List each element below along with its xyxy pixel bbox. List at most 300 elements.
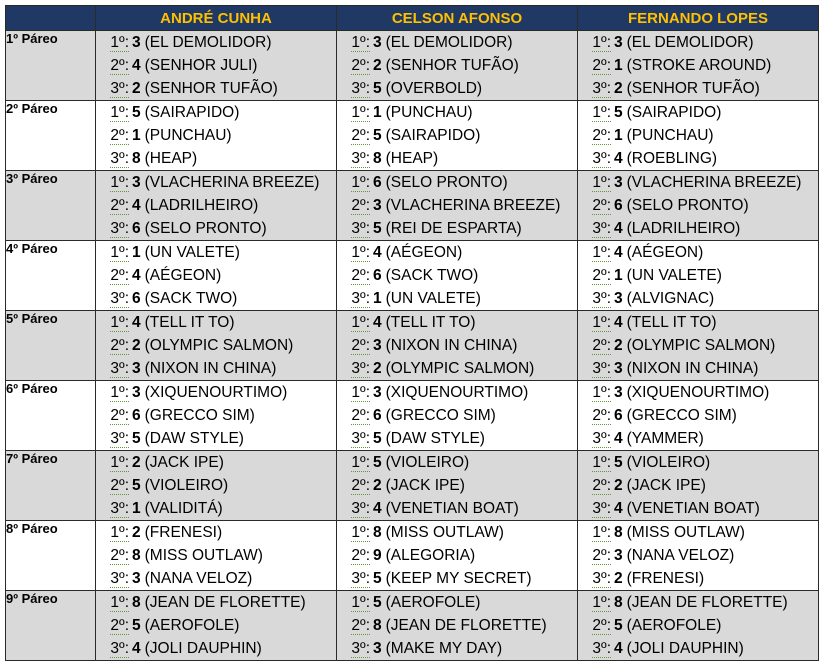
finish-position [96, 614, 129, 637]
position-ordinal: 2º: [110, 617, 129, 634]
horse-name: (ALVIGNAC) [626, 290, 715, 307]
pick-line [337, 521, 577, 544]
horse-number: 5 [373, 80, 382, 97]
position-ordinal: 3º: [351, 220, 370, 237]
pick-line [96, 544, 336, 567]
finish-position [337, 241, 370, 264]
position-ordinal: 1º: [592, 34, 611, 51]
pick-line [337, 614, 577, 637]
position-ordinal: 3º: [351, 570, 370, 587]
position-ordinal: 2º: [351, 267, 370, 284]
race-row [6, 311, 819, 381]
horse-number: 6 [614, 407, 623, 424]
position-ordinal: 1º: [351, 454, 370, 471]
position-ordinal: 3º: [592, 220, 611, 237]
horse-number: 6 [132, 290, 141, 307]
pick-line [96, 637, 336, 660]
finish-position [96, 264, 129, 287]
tipster-picks-cell [578, 31, 819, 101]
finish-position [96, 54, 129, 77]
pick-line [96, 101, 336, 124]
finish-position [337, 451, 370, 474]
pick-line [578, 381, 818, 404]
finish-position [337, 544, 370, 567]
finish-position [337, 497, 370, 520]
pick-line [337, 497, 577, 520]
finish-position [337, 614, 370, 637]
pick-line [578, 194, 818, 217]
position-ordinal: 2º: [592, 197, 611, 214]
horse-number: 3 [373, 337, 382, 354]
header-corner-cell [6, 6, 96, 31]
pick-line [578, 404, 818, 427]
finish-position [96, 357, 129, 380]
tipster-picks-cell [96, 521, 337, 591]
tipster-picks-cell [96, 311, 337, 381]
horse-name: (SENHOR JULI) [144, 57, 258, 74]
finish-position [96, 124, 129, 147]
pick-line [96, 217, 336, 240]
finish-position [578, 357, 611, 380]
pick-line [96, 591, 336, 614]
pick-line [96, 54, 336, 77]
horse-number: 3 [373, 34, 382, 51]
horse-name: (SELO PRONTO) [626, 197, 749, 214]
horse-name: (AEROFOLE) [144, 617, 240, 634]
pick-line [337, 357, 577, 380]
position-ordinal: 1º: [351, 384, 370, 401]
race-label: 9º Páreo [6, 591, 96, 661]
horse-number: 3 [614, 34, 623, 51]
horse-number: 2 [132, 337, 141, 354]
pick-line [578, 451, 818, 474]
pick-line [337, 591, 577, 614]
position-ordinal: 3º: [351, 430, 370, 447]
horse-name: (TELL IT TO) [385, 314, 476, 331]
race-label: 7º Páreo [6, 451, 96, 521]
horse-name: (MISS OUTLAW) [626, 524, 745, 541]
horse-number: 6 [614, 197, 623, 214]
pick-line [578, 124, 818, 147]
pick-line [96, 497, 336, 520]
horse-name: (HEAP) [144, 150, 198, 167]
position-ordinal: 1º: [592, 384, 611, 401]
finish-position [578, 241, 611, 264]
position-ordinal: 3º: [592, 80, 611, 97]
position-ordinal: 3º: [110, 570, 129, 587]
horse-name: (UN VALETE) [385, 290, 481, 307]
pick-line [578, 427, 818, 450]
position-ordinal: 1º: [351, 314, 370, 331]
horse-name: (XIQUENOURTIMO) [385, 384, 529, 401]
horse-number: 4 [132, 640, 141, 657]
pick-line [337, 381, 577, 404]
pick-line [337, 264, 577, 287]
pick-line [96, 194, 336, 217]
horse-number: 4 [614, 640, 623, 657]
tipster-picks-cell [337, 521, 578, 591]
pick-line [578, 77, 818, 100]
finish-position [578, 171, 611, 194]
position-ordinal: 1º: [592, 244, 611, 261]
pick-line [578, 357, 818, 380]
race-row [6, 101, 819, 171]
finish-position [96, 544, 129, 567]
pick-line [96, 287, 336, 310]
position-ordinal: 1º: [110, 244, 129, 261]
horse-name: (NIXON IN CHINA) [144, 360, 277, 377]
position-ordinal: 2º: [592, 267, 611, 284]
horse-number: 3 [132, 360, 141, 377]
finish-position [96, 474, 129, 497]
position-ordinal: 2º: [592, 407, 611, 424]
finish-position [337, 287, 370, 310]
finish-position [578, 497, 611, 520]
horse-number: 1 [614, 57, 623, 74]
tipster-picks-cell [337, 31, 578, 101]
finish-position [337, 404, 370, 427]
horse-number: 5 [373, 127, 382, 144]
horse-number: 5 [132, 430, 141, 447]
tipster-picks-cell [578, 311, 819, 381]
race-row [6, 451, 819, 521]
race-label: 4º Páreo [6, 241, 96, 311]
finish-position [578, 637, 611, 660]
horse-number: 5 [614, 104, 623, 121]
finish-position [578, 591, 611, 614]
horse-number: 6 [373, 267, 382, 284]
position-ordinal: 2º: [110, 407, 129, 424]
horse-name: (FRENESI) [626, 570, 705, 587]
finish-position [96, 567, 129, 590]
position-ordinal: 2º: [110, 477, 129, 494]
tipster-picks-cell [96, 31, 337, 101]
race-row [6, 171, 819, 241]
finish-position [578, 567, 611, 590]
pick-line [96, 147, 336, 170]
pick-line [578, 147, 818, 170]
tipster-picks-cell [337, 451, 578, 521]
finish-position [96, 287, 129, 310]
pick-line [337, 567, 577, 590]
position-ordinal: 1º: [110, 524, 129, 541]
horse-name: (STROKE AROUND) [626, 57, 772, 74]
horse-number: 8 [373, 150, 382, 167]
position-ordinal: 2º: [110, 547, 129, 564]
horse-name: (EL DEMOLIDOR) [385, 34, 513, 51]
pick-line [337, 287, 577, 310]
horse-number: 2 [373, 57, 382, 74]
pick-line [578, 497, 818, 520]
horse-name: (SAIRAPIDO) [626, 104, 722, 121]
horse-name: (JEAN DE FLORETTE) [144, 594, 306, 611]
race-label: 6º Páreo [6, 381, 96, 451]
finish-position [337, 637, 370, 660]
finish-position [337, 31, 370, 54]
finish-position [578, 311, 611, 334]
horse-name: (UN VALETE) [626, 267, 722, 284]
horse-name: (SELO PRONTO) [385, 174, 508, 191]
horse-number: 8 [373, 524, 382, 541]
position-ordinal: 1º: [592, 454, 611, 471]
finish-position [578, 77, 611, 100]
horse-name: (JOLI DAUPHIN) [144, 640, 262, 657]
pick-line [96, 31, 336, 54]
position-ordinal: 1º: [351, 244, 370, 261]
header-celson-afonso: CELSON AFONSO [337, 6, 578, 31]
position-ordinal: 1º: [351, 524, 370, 541]
horse-number: 1 [132, 244, 141, 261]
finish-position [578, 614, 611, 637]
horse-number: 4 [614, 150, 623, 167]
pick-line [337, 241, 577, 264]
tipster-picks-cell [337, 241, 578, 311]
horse-number: 3 [132, 570, 141, 587]
horse-number: 4 [132, 57, 141, 74]
horse-number: 1 [373, 290, 382, 307]
pick-line [96, 521, 336, 544]
horse-name: (OLYMPIC SALMON) [385, 360, 535, 377]
horse-name: (KEEP MY SECRET) [385, 570, 532, 587]
pick-line [337, 311, 577, 334]
pick-line [337, 544, 577, 567]
tipster-picks-cell [337, 311, 578, 381]
tipster-picks-cell [96, 241, 337, 311]
position-ordinal: 1º: [592, 594, 611, 611]
horse-number: 2 [132, 454, 141, 471]
finish-position [96, 591, 129, 614]
horse-name: (XIQUENOURTIMO) [626, 384, 770, 401]
horse-name: (HEAP) [385, 150, 439, 167]
horse-name: (VENETIAN BOAT) [626, 500, 760, 517]
finish-position [578, 264, 611, 287]
horse-name: (OLYMPIC SALMON) [144, 337, 294, 354]
horse-name: (SACK TWO) [144, 290, 238, 307]
horse-name: (DAW STYLE) [144, 430, 244, 447]
position-ordinal: 1º: [592, 314, 611, 331]
horse-name: (JACK IPE) [144, 454, 224, 471]
tipster-picks-cell [337, 171, 578, 241]
pick-line [337, 217, 577, 240]
horse-name: (VALIDITÁ) [144, 500, 223, 517]
horse-name: (MAKE MY DAY) [385, 640, 503, 657]
finish-position [337, 124, 370, 147]
horse-name: (SENHOR TUFÃO) [144, 80, 278, 97]
tipster-picks-cell [337, 591, 578, 661]
position-ordinal: 2º: [351, 57, 370, 74]
position-ordinal: 3º: [110, 360, 129, 377]
position-ordinal: 1º: [351, 594, 370, 611]
tipster-picks-cell [578, 171, 819, 241]
tipster-picks-cell [337, 381, 578, 451]
horse-name: (JEAN DE FLORETTE) [385, 617, 547, 634]
pick-line [96, 77, 336, 100]
position-ordinal: 3º: [351, 640, 370, 657]
pick-line [337, 124, 577, 147]
picks-table [5, 5, 819, 661]
horse-number: 8 [132, 547, 141, 564]
horse-name: (AÉGEON) [626, 244, 704, 261]
horse-name: (SENHOR TUFÃO) [626, 80, 760, 97]
horse-number: 1 [132, 127, 141, 144]
pick-line [337, 474, 577, 497]
horse-name: (VIOLEIRO) [626, 454, 711, 471]
horse-number: 4 [132, 267, 141, 284]
horse-number: 8 [132, 594, 141, 611]
finish-position [337, 591, 370, 614]
horse-name: (ROEBLING) [626, 150, 718, 167]
horse-number: 2 [132, 524, 141, 541]
horse-number: 2 [614, 477, 623, 494]
pick-line [578, 171, 818, 194]
horse-number: 4 [132, 314, 141, 331]
finish-position [337, 311, 370, 334]
position-ordinal: 1º: [110, 594, 129, 611]
horse-number: 4 [614, 430, 623, 447]
pick-line [96, 567, 336, 590]
tipster-picks-cell [578, 101, 819, 171]
position-ordinal: 1º: [351, 174, 370, 191]
horse-name: (LADRILHEIRO) [144, 197, 259, 214]
position-ordinal: 1º: [110, 104, 129, 121]
position-ordinal: 2º: [351, 337, 370, 354]
header-fernando-lopes: FERNANDO LOPES [578, 6, 819, 31]
horse-name: (SAIRAPIDO) [385, 127, 481, 144]
horse-name: (AÉGEON) [385, 244, 463, 261]
pick-line [96, 241, 336, 264]
finish-position [96, 147, 129, 170]
horse-name: (FRENESI) [144, 524, 223, 541]
position-ordinal: 3º: [110, 640, 129, 657]
position-ordinal: 3º: [592, 430, 611, 447]
finish-position [96, 31, 129, 54]
pick-line [578, 264, 818, 287]
finish-position [578, 194, 611, 217]
position-ordinal: 3º: [351, 150, 370, 167]
finish-position [337, 381, 370, 404]
tipster-picks-cell [337, 101, 578, 171]
finish-position [337, 521, 370, 544]
horse-name: (NIXON IN CHINA) [385, 337, 518, 354]
position-ordinal: 3º: [592, 290, 611, 307]
horse-number: 3 [132, 34, 141, 51]
finish-position [337, 264, 370, 287]
finish-position [578, 474, 611, 497]
pick-line [96, 451, 336, 474]
position-ordinal: 2º: [592, 477, 611, 494]
pick-line [337, 637, 577, 660]
race-row [6, 591, 819, 661]
finish-position [337, 217, 370, 240]
finish-position [337, 101, 370, 124]
finish-position [96, 404, 129, 427]
position-ordinal: 3º: [592, 500, 611, 517]
horse-name: (GRECCO SIM) [626, 407, 737, 424]
finish-position [337, 194, 370, 217]
horse-number: 1 [373, 104, 382, 121]
finish-position [578, 31, 611, 54]
horse-name: (LADRILHEIRO) [626, 220, 741, 237]
race-label: 5º Páreo [6, 311, 96, 381]
pick-line [96, 357, 336, 380]
finish-position [96, 451, 129, 474]
finish-position [578, 451, 611, 474]
horse-name: (VENETIAN BOAT) [385, 500, 519, 517]
position-ordinal: 2º: [592, 337, 611, 354]
horse-name: (JACK IPE) [385, 477, 465, 494]
pick-line [337, 147, 577, 170]
horse-name: (SACK TWO) [385, 267, 479, 284]
horse-number: 2 [614, 80, 623, 97]
finish-position [96, 101, 129, 124]
horse-name: (GRECCO SIM) [385, 407, 496, 424]
horse-name: (NANA VELOZ) [626, 547, 735, 564]
position-ordinal: 3º: [592, 360, 611, 377]
horse-name: (VIOLEIRO) [144, 477, 229, 494]
race-label: 3º Páreo [6, 171, 96, 241]
horse-number: 5 [373, 220, 382, 237]
horse-number: 3 [373, 197, 382, 214]
pick-line [337, 101, 577, 124]
horse-name: (VLACHERINA BREEZE) [144, 174, 320, 191]
position-ordinal: 1º: [110, 384, 129, 401]
tipster-picks-cell [96, 591, 337, 661]
pick-line [578, 544, 818, 567]
position-ordinal: 1º: [592, 174, 611, 191]
horse-number: 3 [614, 384, 623, 401]
pick-line [337, 54, 577, 77]
finish-position [337, 357, 370, 380]
pick-line [96, 171, 336, 194]
position-ordinal: 2º: [110, 267, 129, 284]
finish-position [578, 404, 611, 427]
pick-line [578, 311, 818, 334]
horse-name: (UN VALETE) [144, 244, 240, 261]
horse-number: 2 [614, 337, 623, 354]
horse-number: 6 [373, 174, 382, 191]
pick-line [578, 217, 818, 240]
pick-line [337, 451, 577, 474]
pick-line [96, 124, 336, 147]
finish-position [96, 194, 129, 217]
finish-position [96, 171, 129, 194]
race-label: 8º Páreo [6, 521, 96, 591]
pick-line [96, 474, 336, 497]
tipster-picks-cell [96, 381, 337, 451]
pick-line [337, 77, 577, 100]
horse-number: 5 [373, 570, 382, 587]
horse-name: (PUNCHAU) [144, 127, 232, 144]
position-ordinal: 3º: [351, 290, 370, 307]
finish-position [578, 124, 611, 147]
horse-name: (ALEGORIA) [385, 547, 476, 564]
horse-name: (SAIRAPIDO) [144, 104, 240, 121]
horse-name: (VLACHERINA BREEZE) [626, 174, 802, 191]
pick-line [337, 171, 577, 194]
race-label: 1º Páreo [6, 31, 96, 101]
horse-name: (OLYMPIC SALMON) [626, 337, 776, 354]
position-ordinal: 3º: [351, 360, 370, 377]
finish-position [578, 381, 611, 404]
finish-position [337, 171, 370, 194]
horse-number: 3 [614, 290, 623, 307]
horse-name: (TELL IT TO) [144, 314, 235, 331]
horse-name: (PUNCHAU) [385, 104, 473, 121]
race-row [6, 381, 819, 451]
horse-number: 3 [614, 174, 623, 191]
tipster-picks-cell [578, 451, 819, 521]
horse-name: (VIOLEIRO) [385, 454, 470, 471]
